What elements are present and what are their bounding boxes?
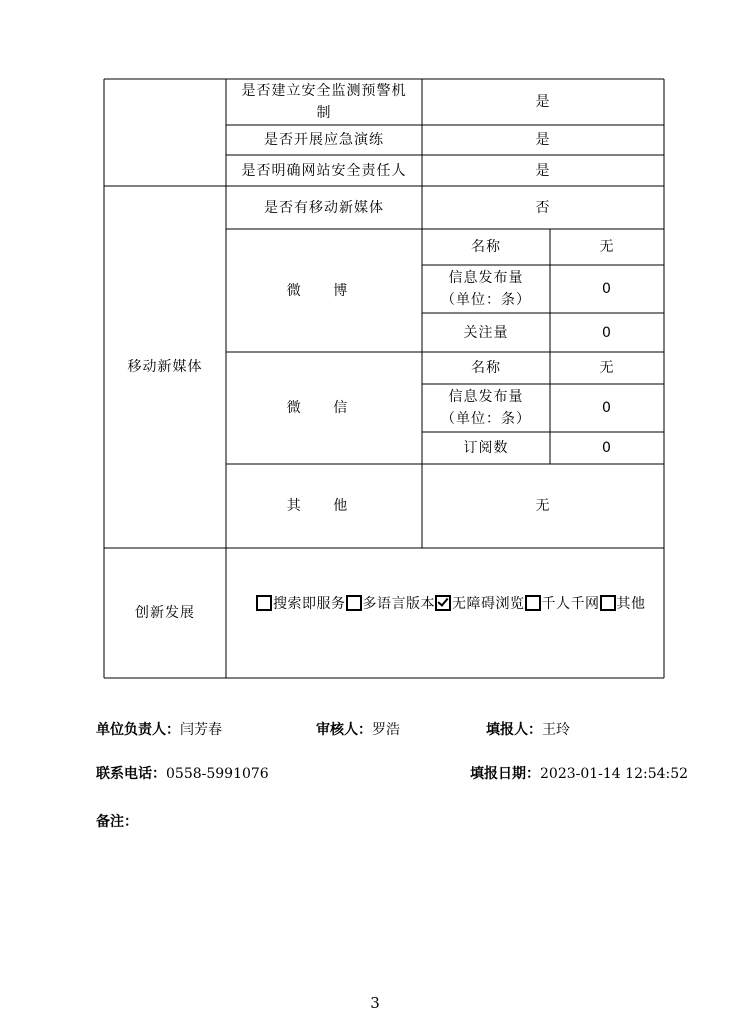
checkbox-other[interactable] [600, 595, 616, 611]
monitor-value: 是 [535, 94, 551, 110]
filler [486, 719, 570, 739]
weibo-name-label-cell [422, 229, 550, 265]
weixin-cell [226, 352, 422, 464]
checkbox-search-service[interactable] [256, 595, 272, 611]
contact-phone-value: 0558-5991076 [166, 766, 269, 782]
unit-head-value: 闫芳春 [180, 722, 222, 738]
fill-date [470, 763, 688, 783]
drill-value-cell [422, 125, 664, 155]
option-multilingual-label: 多语言版本 [362, 596, 435, 612]
monitor-label: 是否建立安全监测预警机制 [241, 83, 407, 121]
option-multilingual[interactable] [346, 593, 436, 613]
monitor-value-cell [422, 79, 664, 125]
responsible-value-cell [422, 155, 664, 186]
contact-phone-label: 联系电话： [96, 766, 166, 782]
other-value-cell [422, 464, 664, 548]
weibo-label: 微 博 [286, 282, 362, 299]
weibo-name-label: 名称 [471, 239, 501, 255]
option-personalized-label: 千人千网 [541, 596, 600, 612]
drill-label: 是否开展应急演练 [264, 132, 384, 148]
unit-head-label: 单位负责人： [96, 722, 180, 738]
monitor-label-cell [226, 79, 422, 125]
weibo-name-value: 无 [599, 239, 615, 255]
weixin-count-label: 信息发布量（单位：条） [441, 389, 531, 427]
other-label: 其 他 [286, 498, 362, 514]
option-accessibility-label: 无障碍浏览 [452, 596, 525, 612]
page-number: 3 [370, 994, 380, 1012]
weixin-count-value-cell [550, 384, 664, 432]
weibo-name-value-cell [550, 229, 664, 265]
weixin-sub-label-cell [422, 432, 550, 464]
reviewer [316, 719, 400, 739]
has-mobile-label: 是否有移动新媒体 [264, 199, 384, 216]
weixin-count-label-cell [422, 384, 550, 432]
innovation-label: 创新发展 [135, 605, 195, 621]
weixin-name-label: 名称 [471, 360, 501, 376]
reviewer-label: 审核人： [316, 722, 372, 738]
mobile-section-label: 移动新媒体 [127, 359, 203, 375]
weixin-label: 微 信 [286, 400, 362, 416]
weibo-count-label-cell [422, 265, 550, 313]
filler-value: 王玲 [542, 722, 570, 738]
weibo-count-value-cell [550, 265, 664, 313]
option-other-label: 其他 [616, 596, 646, 612]
drill-label-cell [226, 125, 422, 155]
weixin-count-value: 0 [602, 400, 612, 416]
weixin-sub-value-cell [550, 432, 664, 464]
checkbox-personalized[interactable] [525, 595, 541, 611]
weixin-sub-label: 订阅数 [463, 440, 509, 456]
option-search-service[interactable] [256, 593, 346, 613]
note-label: 备注： [96, 814, 138, 830]
weibo-follow-value-cell [550, 313, 664, 352]
has-mobile-value-cell [422, 186, 664, 229]
option-accessibility[interactable] [435, 593, 525, 613]
drill-value: 是 [535, 132, 551, 148]
weibo-count-label: 信息发布量（单位：条） [441, 270, 531, 308]
option-other[interactable] [600, 593, 646, 613]
contact-phone [96, 763, 269, 783]
option-search-service-label: 搜索即服务 [273, 596, 346, 612]
weixin-sub-value: 0 [602, 440, 612, 456]
innovation-cell [104, 548, 226, 678]
filler-label: 填报人： [486, 722, 542, 738]
weibo-cell [226, 229, 422, 352]
fill-date-label: 填报日期： [470, 766, 540, 782]
weixin-name-value-cell [550, 352, 664, 384]
reviewer-value: 罗浩 [372, 722, 400, 738]
responsible-label-cell [226, 155, 422, 186]
weixin-name-label-cell [422, 352, 550, 384]
checkbox-accessibility[interactable] [435, 595, 451, 611]
responsible-label: 是否明确网站安全责任人 [241, 162, 407, 179]
checkbox-multilingual[interactable] [346, 595, 362, 611]
weibo-follow-label-cell [422, 313, 550, 352]
weibo-follow-label: 关注量 [463, 324, 509, 341]
option-personalized[interactable] [525, 593, 600, 613]
mobile-section-cell [104, 186, 226, 548]
weibo-count-value: 0 [602, 281, 612, 297]
has-mobile-value: 否 [535, 199, 551, 216]
weibo-follow-value: 0 [602, 324, 612, 341]
note [96, 811, 138, 831]
other-label-cell [226, 464, 422, 548]
weixin-name-value: 无 [599, 360, 615, 376]
fill-date-value: 2023-01-14 12:54:52 [540, 766, 689, 782]
unit-head [96, 719, 222, 739]
responsible-value: 是 [535, 162, 551, 179]
innovation-options [256, 592, 646, 614]
has-mobile-label-cell [226, 186, 422, 229]
other-value: 无 [535, 498, 551, 514]
